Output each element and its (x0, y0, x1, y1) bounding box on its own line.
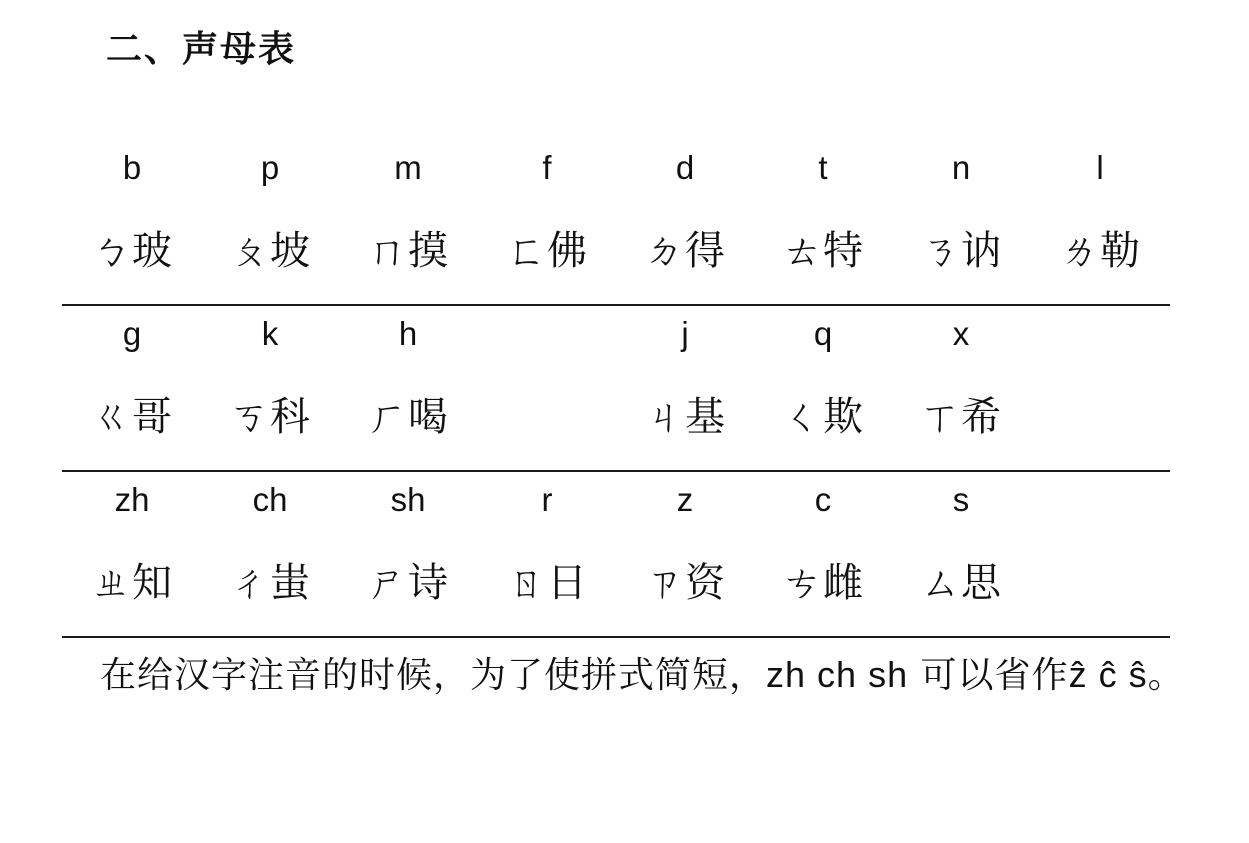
zhuyin-example: ㄆ坡 (229, 228, 311, 274)
zhuyin-example: ㄖ日 (506, 560, 588, 606)
pinyin-initial: p (260, 149, 280, 186)
pinyin-row (62, 480, 1170, 520)
note-text-middle: 可以省作 (920, 655, 1069, 696)
pinyin-initial: t (818, 149, 828, 186)
pinyin-initial: b (122, 149, 142, 186)
pinyin-initial: ch (252, 481, 288, 518)
zhuyin-example: ㄔ蚩 (229, 560, 311, 606)
pinyin-initial: g (122, 315, 142, 352)
pinyin-row (62, 314, 1170, 354)
pinyin-initial: l (1096, 149, 1104, 186)
zhuyin-example-row (62, 390, 1170, 444)
note-text-end: 。 (1147, 655, 1185, 696)
pinyin-initial: k (261, 315, 279, 352)
pinyin-initial: h (398, 315, 418, 352)
section-title: 二、声母表 (106, 29, 297, 70)
zhuyin-example: ㄋ讷 (920, 228, 1002, 274)
zhuyin-example-row (62, 224, 1170, 278)
zhuyin-example: ㄉ得 (644, 228, 726, 274)
pinyin-initial: d (675, 149, 695, 186)
pinyin-initial: z (676, 481, 694, 518)
initials-table (62, 140, 1170, 638)
zhuyin-example: ㄙ思 (920, 560, 1002, 606)
zhuyin-example: ㄏ喝 (367, 394, 449, 440)
table-rule (62, 636, 1170, 638)
zhuyin-example: ㄅ玻 (91, 228, 173, 274)
zhuyin-example: ㄓ知 (91, 560, 173, 606)
zhuyin-example: ㄐ基 (644, 394, 726, 440)
zhuyin-example: ㄘ雌 (782, 560, 864, 606)
zhuyin-example: ㄗ资 (644, 560, 726, 606)
pinyin-initial: f (542, 149, 552, 186)
zhuyin-example: ㄍ哥 (91, 394, 173, 440)
pinyin-initial: m (394, 149, 422, 186)
abbreviation-note (14, 642, 1214, 709)
zhuyin-example: ㄕ诗 (367, 560, 449, 606)
pinyin-initial: c (814, 481, 832, 518)
table-group-1 (62, 140, 1170, 306)
pinyin-initial: x (952, 315, 970, 352)
zhuyin-example: ㄈ佛 (506, 228, 588, 274)
zhuyin-example: ㄌ勒 (1059, 228, 1141, 274)
pinyin-initial: s (952, 481, 970, 518)
table-group-2 (62, 306, 1170, 472)
pinyin-initial: r (541, 481, 553, 518)
pinyin-row (62, 148, 1170, 188)
pinyin-initial: n (951, 149, 971, 186)
pinyin-initial: sh (390, 481, 426, 518)
zhuyin-example: ㄎ科 (229, 394, 311, 440)
zhuyin-example: ㄇ摸 (367, 228, 449, 274)
zhuyin-example: ㄑ欺 (782, 394, 864, 440)
zhuyin-example: ㄊ特 (782, 228, 864, 274)
table-group-3 (62, 472, 1170, 638)
zhuyin-example: ㄒ希 (920, 394, 1002, 440)
pinyin-initial: zh (114, 481, 150, 518)
note-abbrev-from: zh ch sh (766, 654, 909, 695)
pinyin-initial: j (681, 315, 689, 352)
zhuyin-example-row (62, 556, 1170, 610)
pinyin-initial: q (813, 315, 833, 352)
note-text-before: 在给汉字注音的时候，为了使拼式简短， (100, 655, 767, 696)
note-abbrev-to: ẑ ĉ ŝ (1068, 654, 1148, 695)
